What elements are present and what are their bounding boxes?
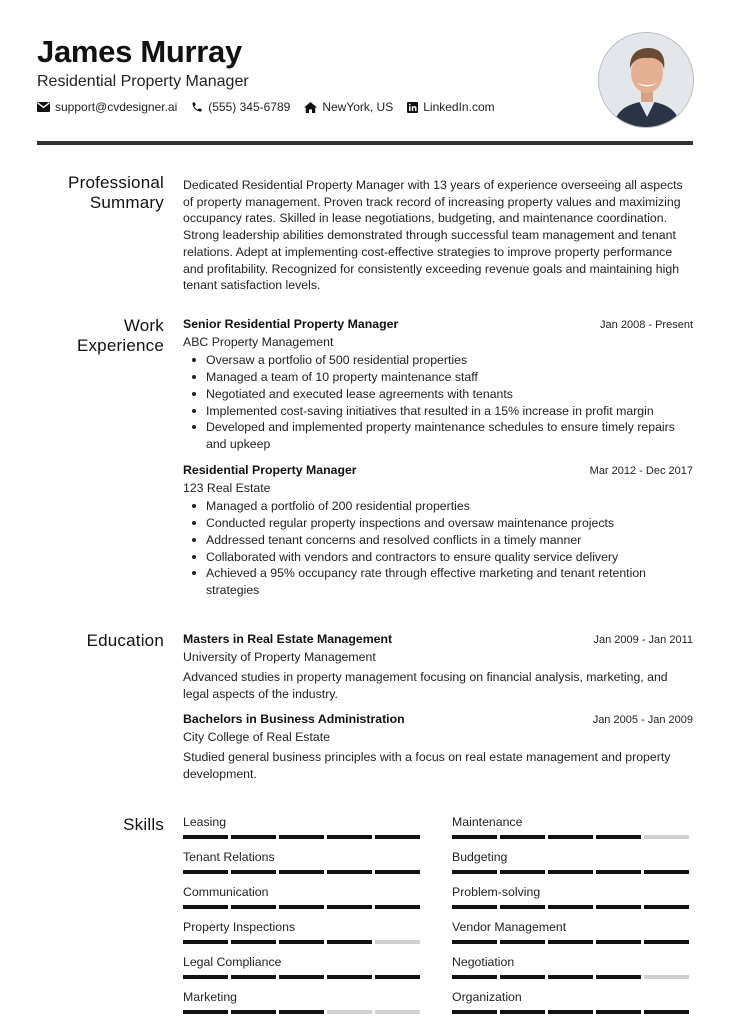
skill-item: [183, 955, 423, 979]
skill-name: Problem-solving: [452, 885, 541, 899]
skill-segment-filled: [183, 835, 228, 839]
skill-segment-filled: [548, 905, 593, 909]
job-bullet: Managed a team of 10 property maintenance staff: [183, 369, 693, 386]
skill-segment-filled: [452, 905, 497, 909]
candidate-title: Residential Property Manager: [37, 73, 249, 90]
skill-item: [452, 920, 692, 944]
skill-segment-filled: [644, 870, 689, 874]
skill-segment-filled: [500, 1010, 545, 1014]
skill-segment-empty: [644, 975, 689, 979]
education-description: Advanced studies in property management focusing on financial analysis, marketing, and legal aspects of the industry.: [183, 670, 668, 702]
job-bullet: Implemented cost-saving initiatives that resulted in a 15% increase in profit margin: [183, 403, 693, 420]
education-dates: Jan 2009 - Jan 2011: [593, 634, 693, 646]
skill-item: [452, 850, 692, 874]
skill-segment-filled: [327, 905, 372, 909]
job-bullets: [183, 498, 693, 598]
job-bullet: Developed and implemented property maintenance schedules to ensure timely repairs and upkeep: [183, 419, 693, 452]
skill-segment-filled: [548, 975, 593, 979]
skill-segment-filled: [596, 870, 641, 874]
job-bullet: Oversaw a portfolio of 500 residential properties: [183, 352, 693, 369]
skill-rating-bar: [183, 870, 423, 874]
skill-name: Vendor Management: [452, 920, 567, 934]
job-entry: [183, 462, 693, 599]
skill-segment-filled: [452, 975, 497, 979]
summary-text: Dedicated Residential Property Manager with 13 years of experience overseeing all aspects of property management. Proven track record of increasing property values and maximizing occupancy rates. Skilled in lease negotiations, budgeting, and maintenance coordination. Strong leadership abilities demonstrated through successful team management and tenant relations. Adept at implementing cost-effective strategies to improve property performance and profitability. Recognized for consistently exceeding revenue goals and maintaining high tenant satisfaction levels.: [183, 178, 683, 293]
skill-rating-bar: [452, 835, 692, 839]
skill-segment-empty: [375, 940, 420, 944]
linkedin-icon: [407, 102, 418, 113]
contact-linkedin[interactable]: [407, 100, 494, 114]
skill-item: [183, 885, 423, 909]
job-role: Residential Property Manager: [183, 463, 357, 477]
skill-name: Legal Compliance: [183, 955, 282, 969]
profile-avatar-illustration: [599, 33, 694, 128]
skill-segment-filled: [548, 1010, 593, 1014]
skill-item: [183, 815, 423, 839]
job-bullets: [183, 352, 693, 452]
job-dates: Jan 2008 - Present: [600, 319, 693, 331]
skill-segment-filled: [644, 905, 689, 909]
skill-item: [452, 885, 692, 909]
skill-name: Organization: [452, 990, 522, 1004]
skill-name: Communication: [183, 885, 269, 899]
skill-name: Property Inspections: [183, 920, 296, 934]
job-bullet: Managed a portfolio of 200 residential properties: [183, 498, 693, 515]
work-section-title: [77, 316, 164, 356]
linkedin-text: LinkedIn.com: [423, 100, 495, 114]
skill-segment-filled: [231, 940, 276, 944]
skill-segment-filled: [183, 870, 228, 874]
skill-segment-empty: [644, 835, 689, 839]
skill-segment-filled: [231, 975, 276, 979]
skill-rating-bar: [452, 905, 692, 909]
summary-title-line1: Professional: [68, 173, 164, 192]
skills-section-title: Skills: [123, 815, 164, 834]
skill-segment-filled: [596, 905, 641, 909]
skill-rating-bar: [452, 870, 692, 874]
education-entry: [183, 711, 693, 783]
skill-name: Maintenance: [452, 815, 523, 829]
skill-segment-filled: [231, 835, 276, 839]
skill-segment-filled: [327, 835, 372, 839]
skill-segment-filled: [375, 835, 420, 839]
education-description: Studied general business principles with a focus on real estate management and property development.: [183, 750, 671, 782]
skill-segment-filled: [452, 870, 497, 874]
phone-text: (555) 345-6789: [208, 100, 291, 114]
skill-item: [183, 990, 423, 1014]
skill-rating-bar: [452, 1010, 692, 1014]
skill-segment-filled: [183, 940, 228, 944]
summary-title-line2: Summary: [89, 193, 164, 212]
skill-segment-filled: [596, 1010, 641, 1014]
skill-segment-filled: [500, 905, 545, 909]
education-section-title: Education: [86, 631, 164, 650]
job-dates: Mar 2012 - Dec 2017: [589, 465, 693, 477]
skill-item: [452, 815, 692, 839]
skill-name: Budgeting: [452, 850, 508, 864]
skill-rating-bar: [183, 1010, 423, 1014]
degree-name: Masters in Real Estate Management: [183, 632, 393, 646]
profile-photo: [598, 32, 694, 128]
skill-segment-empty: [375, 1010, 420, 1014]
skill-segment-filled: [279, 835, 324, 839]
envelope-icon: [37, 102, 50, 112]
location-text: NewYork, US: [322, 100, 394, 114]
skill-segment-filled: [596, 940, 641, 944]
skill-item: [452, 990, 692, 1014]
contact-location: [304, 100, 393, 114]
skill-rating-bar: [183, 905, 423, 909]
skill-segment-filled: [231, 905, 276, 909]
skill-segment-filled: [500, 975, 545, 979]
skill-segment-filled: [183, 905, 228, 909]
degree-name: Bachelors in Business Administration: [183, 712, 405, 726]
school-name: City College of Real Estate: [183, 729, 330, 744]
skill-segment-filled: [279, 905, 324, 909]
header-divider: [37, 141, 693, 145]
school-name: University of Property Management: [183, 649, 376, 664]
work-title-line2: Experience: [76, 336, 164, 355]
skill-segment-filled: [327, 940, 372, 944]
skill-name: Leasing: [183, 815, 227, 829]
skill-segment-filled: [279, 940, 324, 944]
skill-segment-filled: [500, 870, 545, 874]
candidate-name: James Murray: [37, 34, 242, 69]
job-bullet: Negotiated and executed lease agreements with tenants: [183, 386, 693, 403]
skill-name: Negotiation: [452, 955, 515, 969]
skill-segment-filled: [327, 975, 372, 979]
skill-item: [183, 920, 423, 944]
education-dates: Jan 2005 - Jan 2009: [592, 714, 693, 726]
skill-segment-filled: [548, 835, 593, 839]
summary-section-title: [68, 173, 164, 213]
work-title-line1: Work: [123, 316, 164, 335]
skill-segment-filled: [500, 940, 545, 944]
skill-segment-filled: [596, 975, 641, 979]
skill-segment-filled: [644, 1010, 689, 1014]
job-role: Senior Residential Property Manager: [183, 317, 399, 331]
skill-rating-bar: [183, 940, 423, 944]
skill-segment-filled: [279, 975, 324, 979]
skill-rating-bar: [183, 835, 423, 839]
skill-segment-filled: [279, 870, 324, 874]
skill-segment-filled: [548, 870, 593, 874]
skill-name: Tenant Relations: [183, 850, 275, 864]
skill-segment-filled: [231, 870, 276, 874]
skill-segment-filled: [452, 940, 497, 944]
skill-rating-bar: [452, 975, 692, 979]
skill-rating-bar: [183, 975, 423, 979]
skill-segment-filled: [500, 835, 545, 839]
email-text: support@cvdesigner.ai: [55, 100, 178, 114]
skill-segment-empty: [327, 1010, 372, 1014]
skill-segment-filled: [644, 940, 689, 944]
skill-rating-bar: [452, 940, 692, 944]
home-icon: [304, 102, 317, 113]
phone-icon: [191, 101, 203, 113]
skill-segment-filled: [183, 975, 228, 979]
job-company: ABC Property Management: [183, 334, 334, 349]
skill-segment-filled: [596, 835, 641, 839]
skill-segment-filled: [375, 870, 420, 874]
education-entry: [183, 631, 693, 703]
job-entry: [183, 316, 693, 453]
skill-segment-filled: [327, 870, 372, 874]
contact-phone[interactable]: [191, 100, 290, 114]
contact-email[interactable]: [37, 100, 177, 114]
skill-segment-filled: [183, 1010, 228, 1014]
skill-segment-filled: [375, 905, 420, 909]
skill-segment-filled: [548, 940, 593, 944]
job-bullet: Collaborated with vendors and contractors to ensure quality service delivery: [183, 549, 693, 566]
job-bullet: Addressed tenant concerns and resolved conflicts in a timely manner: [183, 532, 693, 549]
job-company: 123 Real Estate: [183, 480, 271, 495]
skill-segment-filled: [231, 1010, 276, 1014]
job-bullet: Achieved a 95% occupancy rate through effective marketing and tenant retention strategies: [183, 565, 693, 598]
contact-info: [37, 100, 509, 114]
skill-name: Marketing: [183, 990, 237, 1004]
skill-segment-filled: [452, 1010, 497, 1014]
job-bullet: Conducted regular property inspections and oversaw maintenance projects: [183, 515, 693, 532]
skill-item: [183, 850, 423, 874]
skill-segment-filled: [279, 1010, 324, 1014]
skill-item: [452, 955, 692, 979]
skill-segment-filled: [375, 975, 420, 979]
skill-segment-filled: [452, 835, 497, 839]
